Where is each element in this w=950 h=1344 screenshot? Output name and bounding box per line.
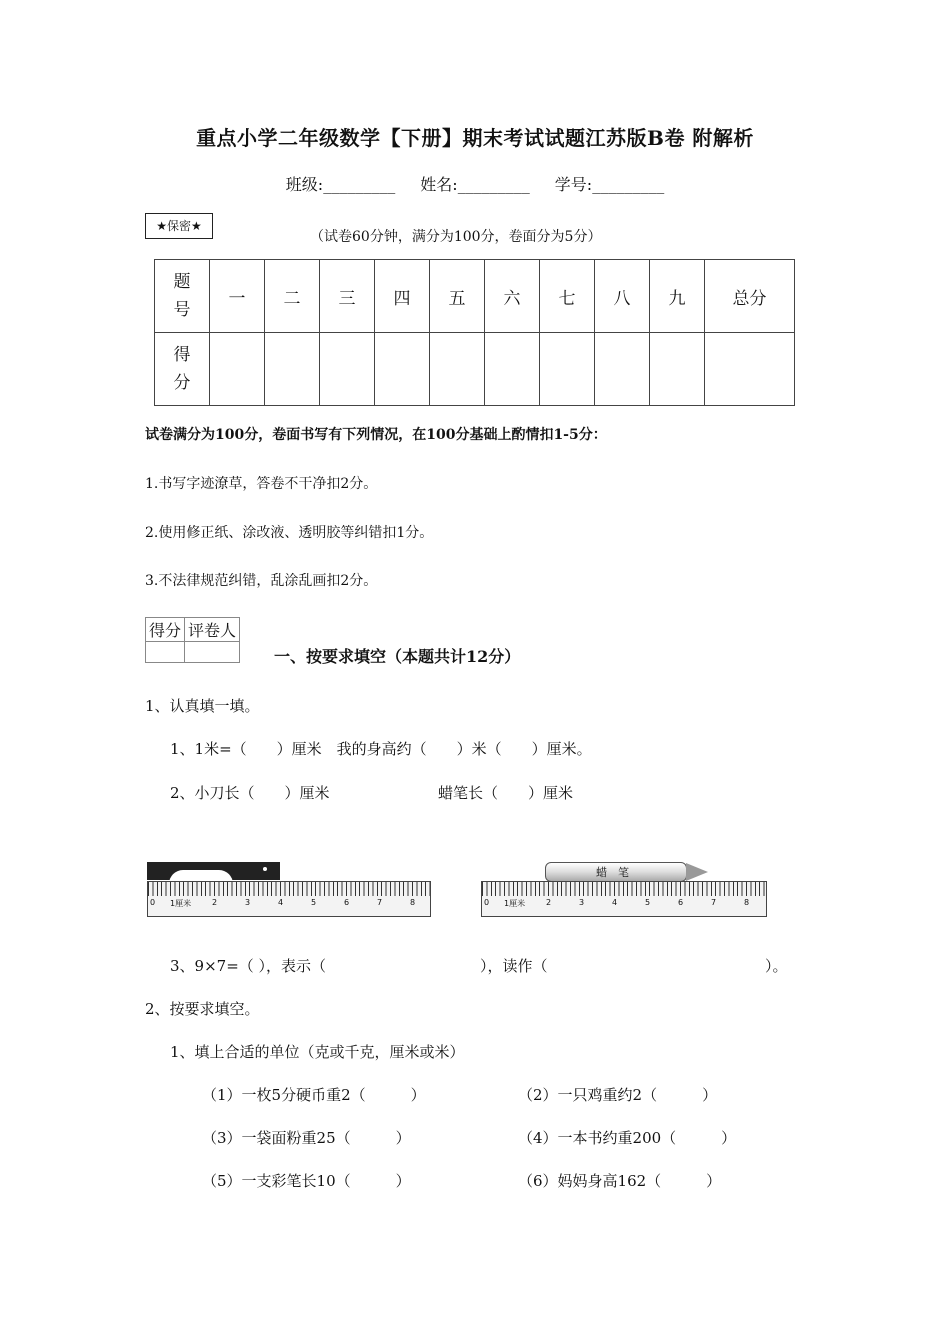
ruler-label: 3: [245, 898, 251, 907]
unit-item: （4）一本书约重200（ ）: [518, 1129, 737, 1147]
ruler-label: 1厘米: [170, 899, 192, 908]
rule-item: 3.不法律规范纠错，乱涂乱画扣2分。: [145, 573, 378, 589]
score-label-cell: [155, 333, 210, 406]
column-header: 四: [375, 260, 430, 333]
score-table-header-row: [155, 260, 795, 333]
score-cell[interactable]: [650, 333, 705, 406]
question-1-2-crayon: 蜡笔长（ ）厘米: [438, 784, 574, 802]
column-header: 二: [265, 260, 320, 333]
unit-item: （6）妈妈身高162（ ）: [518, 1172, 722, 1190]
header-label-char: 题: [173, 272, 191, 292]
ruler-right: [481, 881, 767, 917]
score-label-char: 得: [173, 345, 191, 365]
score-cell[interactable]: [540, 333, 595, 406]
question-1-1: 1、1米=（ ）厘米 我的身高约（ ）米（ ）厘米。: [170, 740, 592, 758]
column-header: 五: [430, 260, 485, 333]
unit-item: （2）一只鸡重约2（ ）: [518, 1086, 718, 1104]
ruler-ticks: [482, 882, 766, 896]
score-table-score-row: [155, 333, 795, 406]
total-score-cell[interactable]: [705, 333, 795, 406]
score-cell[interactable]: [485, 333, 540, 406]
ruler-label: 1厘米: [504, 899, 526, 908]
ruler-label: 8: [744, 898, 750, 907]
question-1-3-part2: ），读作（: [480, 957, 548, 975]
question-1: 1、认真填一填。: [145, 697, 260, 715]
score-cell[interactable]: [375, 333, 430, 406]
knife-hole: [263, 867, 267, 871]
student-info-fields: [0, 172, 950, 195]
column-header: 三: [320, 260, 375, 333]
column-header: 六: [485, 260, 540, 333]
ruler-label: 2: [212, 898, 218, 907]
ruler-label: 5: [645, 898, 651, 907]
column-header: 八: [595, 260, 650, 333]
grader-score-cell[interactable]: [146, 642, 185, 663]
confidential-stamp: ★保密★: [145, 213, 213, 239]
ruler-label: 8: [410, 898, 416, 907]
grader-box: [145, 617, 240, 663]
score-cell[interactable]: [595, 333, 650, 406]
total-column-header: 总分: [705, 260, 795, 333]
page-title: 重点小学二年级数学【下册】期末考试试题江苏版B卷 附解析: [196, 126, 754, 150]
ruler-label: 4: [278, 898, 284, 907]
crayon-image: [545, 862, 687, 882]
question-1-2-knife: 2、小刀长（ ）厘米: [170, 784, 330, 802]
rules-heading: 试卷满分为100分，卷面书写有下列情况，在100分基础上酌情扣1-5分：: [145, 427, 607, 443]
score-label-char: 分: [173, 373, 191, 393]
exam-note: （试卷60分钟，满分为100分，卷面分为5分）: [310, 229, 602, 245]
class-field[interactable]: 班级:_________: [285, 175, 396, 194]
question-2: 2、按要求填空。: [145, 1000, 260, 1018]
ruler-label: 6: [678, 898, 684, 907]
ruler-label: 5: [311, 898, 317, 907]
column-header: 一: [210, 260, 265, 333]
crayon-label: 蜡 笔: [596, 866, 629, 879]
score-cell[interactable]: [320, 333, 375, 406]
name-field[interactable]: 姓名:_________: [420, 175, 530, 194]
crayon-tip: [686, 863, 708, 881]
unit-item: （3）一袋面粉重25（ ）: [202, 1129, 411, 1147]
ruler-label: 6: [344, 898, 350, 907]
column-header: 七: [540, 260, 595, 333]
unit-item: （1）一枚5分硬币重2（ ）: [202, 1086, 426, 1104]
header-label-char: 号: [173, 300, 191, 320]
header-label-cell: [155, 260, 210, 333]
score-table: [154, 259, 795, 406]
ruler-label: 0: [150, 898, 156, 907]
ruler-label: 2: [546, 898, 552, 907]
ruler-label: 3: [579, 898, 585, 907]
score-cell[interactable]: [265, 333, 320, 406]
ruler-left: [147, 881, 431, 917]
section-title: 一、按要求填空（本题共计12分）: [274, 647, 521, 666]
question-1-3-part3: ）。: [765, 957, 788, 975]
grader-score-label: 得分: [146, 618, 185, 642]
ruler-label: 7: [377, 898, 383, 907]
ruler-label: 7: [711, 898, 717, 907]
knife-image: [147, 862, 280, 880]
ruler-ticks: [148, 882, 430, 896]
grader-reviewer-cell[interactable]: [185, 642, 240, 663]
student-id-field[interactable]: 学号:_________: [554, 175, 665, 194]
column-header: 九: [650, 260, 705, 333]
score-cell[interactable]: [430, 333, 485, 406]
score-cell[interactable]: [210, 333, 265, 406]
grader-reviewer-label: 评卷人: [185, 618, 240, 642]
ruler-label: 4: [612, 898, 618, 907]
question-1-3-part1: 3、9×7=（ ），表示（: [170, 957, 327, 975]
ruler-label: 0: [484, 898, 490, 907]
rule-item: 1.书写字迹潦草，答卷不干净扣2分。: [145, 476, 378, 492]
rule-item: 2.使用修正纸、涂改液、透明胶等纠错扣1分。: [145, 525, 434, 541]
question-2-1: 1、填上合适的单位（克或千克，厘米或米）: [170, 1043, 465, 1061]
unit-item: （5）一支彩笔长10（ ）: [202, 1172, 411, 1190]
